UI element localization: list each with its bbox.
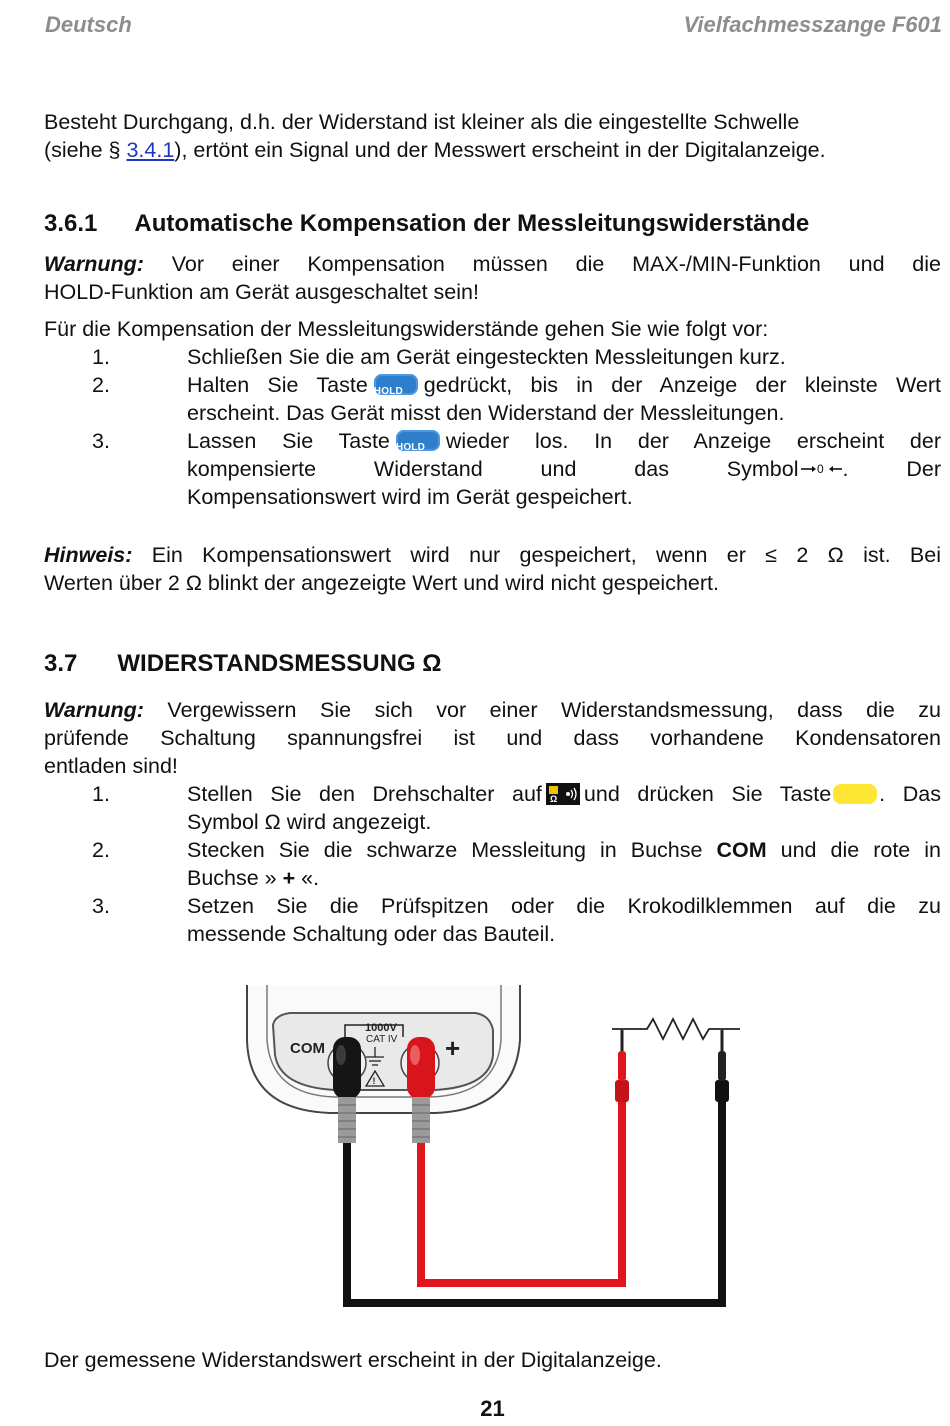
step-number: 2. — [92, 373, 110, 397]
section-link-3-4-1[interactable]: 3.4.1 — [126, 138, 175, 162]
section-title: Automatische Kompensation der Messleitungswiderstände — [134, 210, 810, 237]
red-test-lead — [421, 1097, 622, 1283]
step-number: 1. — [92, 782, 110, 806]
resistance-measurement-diagram — [235, 985, 765, 1320]
step-number: 3. — [92, 429, 110, 453]
intro-line-2: (siehe § 3.4.1), ertönt ein Signal und der Messwert erscheint in der Digitalanzeige. — [44, 138, 826, 162]
step-number: 3. — [92, 894, 110, 918]
yellow-button-icon — [833, 784, 877, 804]
section-heading-3-6-1 — [44, 210, 809, 238]
red-probe — [615, 1030, 629, 1102]
hold-button-icon: HOLD — [374, 374, 418, 395]
page-number: 21 — [480, 1396, 505, 1421]
section-number: 3.7 — [44, 650, 78, 677]
step-number: 2. — [92, 838, 110, 862]
warning-label: Warnung: — [44, 252, 144, 276]
note-label: Hinweis: — [44, 543, 133, 567]
intro-line-1: Besteht Durchgang, d.h. der Widerstand ist kleiner als die eingestellte Schwelle — [44, 110, 800, 134]
compensation-lead: Für die Kompensation der Messleitungswiderstände gehen Sie wie folgt vor: — [44, 317, 769, 341]
step-text: Setzen Sie die Prüfspitzen oder die Krokodilklemmen auf die zu messende Schaltung oder das Bauteil. — [187, 894, 941, 946]
warning-label: Warnung: — [44, 698, 144, 722]
black-probe — [715, 1030, 729, 1102]
compensation-symbol-icon — [799, 460, 843, 478]
plus-jack-label: + — [445, 1033, 461, 1063]
section-number: 3.6.1 — [44, 210, 98, 237]
voltage-rating-label: 1000V — [365, 1022, 397, 1034]
section-title: WIDERSTANDSMESSUNG Ω — [117, 650, 442, 677]
meter-body — [247, 985, 520, 1113]
svg-text:Ω: Ω — [549, 794, 558, 804]
svg-text:!: ! — [372, 1076, 376, 1086]
header-product-title: Vielfachmesszange F601 — [683, 12, 942, 37]
red-plug — [407, 1037, 435, 1143]
warning-resistance: Warnung: Vergewissern Sie sich vor einer Widerstandsmessung, dass die zu prüfende Schaltung spannungsfrei ist und dass vorhandene Kondensatoren entladen sind! — [44, 698, 941, 778]
black-test-lead — [347, 1097, 722, 1303]
hold-button-icon: HOLD — [396, 430, 440, 451]
com-jack-label: COM — [290, 1040, 325, 1057]
step-number: 1. — [92, 345, 110, 369]
warning-compensation: Warnung: Vor einer Kompensation müssen die MAX-/MIN-Funktion und die HOLD-Funktion am Gerät ausgeschaltet sein! — [44, 252, 941, 304]
svg-text:0: 0 — [816, 462, 824, 476]
step-text: Stellen Sie den Drehschalter auf Ω und drücken Sie Taste . Das Symbol Ω wird angezeigt. — [187, 782, 941, 834]
rotary-switch-position-icon — [546, 783, 580, 805]
header-language: Deutsch — [45, 12, 132, 37]
category-rating-label: CAT IV — [366, 1034, 398, 1045]
intro-paragraph — [44, 108, 941, 164]
step-text: Schließen Sie die am Gerät eingesteckten Messleitungen kurz. — [187, 345, 786, 369]
black-plug — [333, 1037, 361, 1143]
step-text: Halten Sie Taste HOLD gedrückt, bis in der Anzeige der kleinste Wert erscheint. Das Gerät misst den Widerstand der Messleitungen. — [187, 373, 941, 425]
com-label: COM — [716, 838, 767, 862]
step-text: Stecken Sie die schwarze Messleitung in Buchse COM und die rote in Buchse » + «. — [187, 838, 941, 890]
note-paragraph: Hinweis: Ein Kompensationswert wird nur gespeichert, wenn er ≤ 2 Ω ist. Bei Werten über 2 Ω blinkt der angezeigte Wert und wird nicht gespeichert. — [44, 543, 941, 595]
section-heading-3-7 — [44, 650, 442, 678]
step-text: Lassen Sie Taste HOLD wieder los. In der Anzeige erscheint der kompensierte Widerstand und das Symbol 0 . Der Kompensationswert wird im Gerät gespeichert. — [187, 429, 941, 509]
closing-sentence: Der gemessene Widerstandswert erscheint in der Digitalanzeige. — [44, 1348, 662, 1372]
